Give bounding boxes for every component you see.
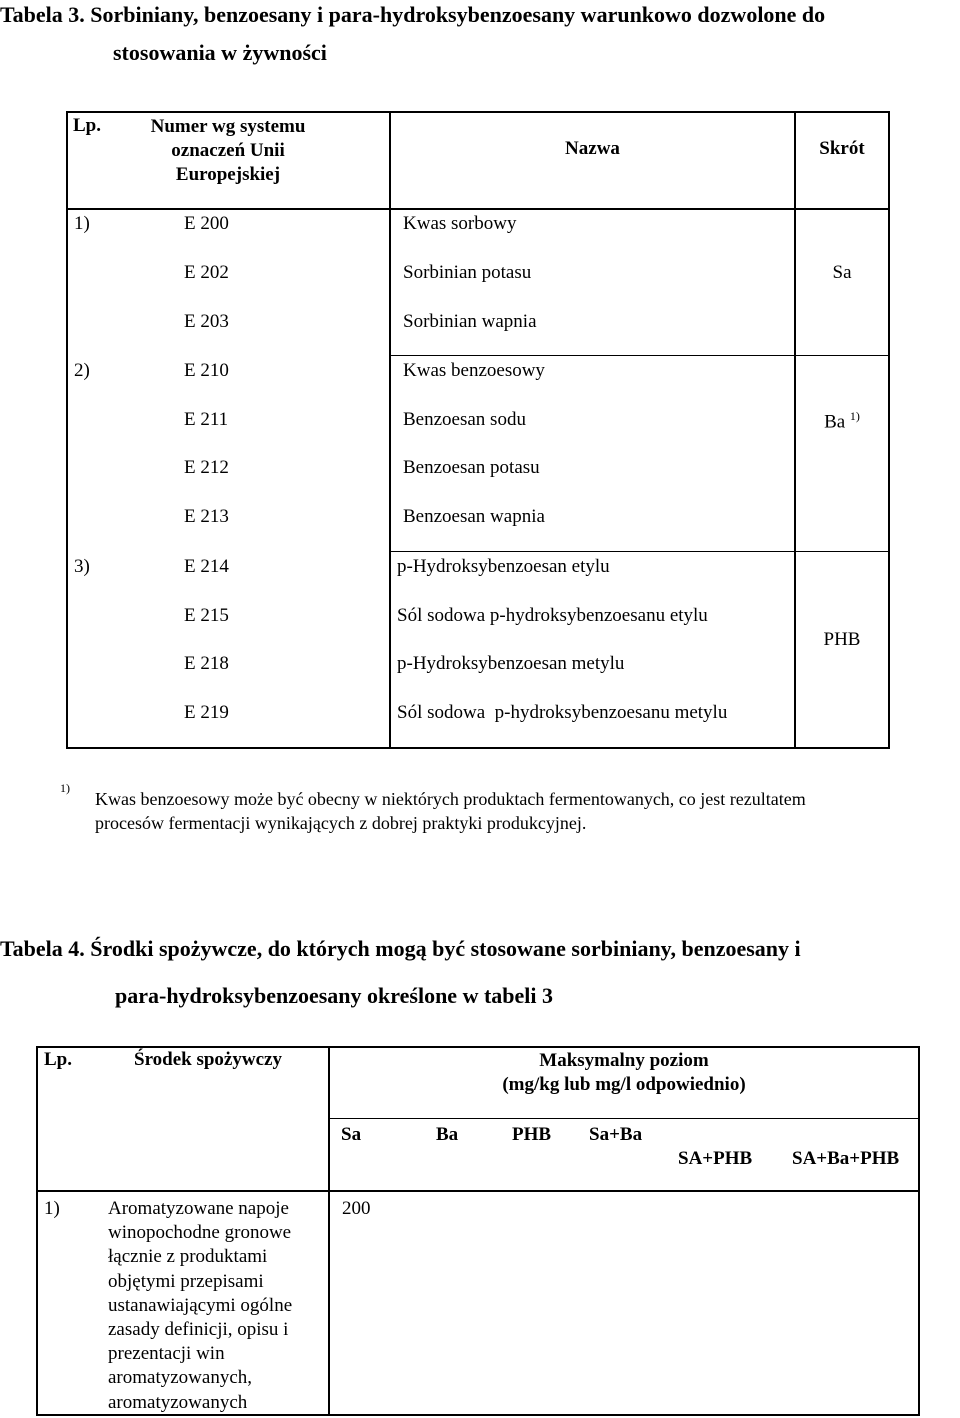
table4-header-maks: Maksymalny poziom (mg/kg lub mg/l odpowiednio) (502, 1050, 746, 1095)
table3-row-lp: 2) (74, 360, 90, 381)
table3-row-lp: 1) (74, 213, 90, 234)
table3-row-nazwa: Benzoesan sodu (403, 409, 526, 430)
table3-row-nazwa: Kwas sorbowy (403, 213, 517, 234)
table3-row-nazwa: Sól sodowa p-hydroksybenzoesanu etylu (397, 605, 708, 626)
table4-header-srodek: Środek spożywczy (134, 1049, 282, 1070)
table3-title-line2: stosowania w żywności (113, 40, 327, 65)
table4-header-lp: Lp. (44, 1049, 72, 1070)
skrot-sa: Sa (832, 262, 852, 283)
table3-row-numer: E 202 (184, 262, 229, 283)
subheader-sa-phb: SA+PHB (678, 1148, 753, 1169)
footnote-marker: 1) (60, 781, 70, 795)
table4-row-lp: 1) (44, 1198, 60, 1219)
footnote-line1: Kwas benzoesowy może być obecny w niektórych produktach fermentowanych, co jest rezultatem (95, 789, 806, 809)
subheader-ba: Ba (436, 1124, 459, 1145)
table4-row-sa-value: 200 (342, 1198, 371, 1219)
table3-header-nazwa: Nazwa (565, 138, 620, 159)
table3-row-numer: E 211 (184, 409, 229, 430)
subheader-sa: Sa (341, 1124, 362, 1145)
table3-row-nazwa: Benzoesan wapnia (403, 506, 545, 527)
skrot-phb: PHB (823, 629, 861, 650)
table3-header-lp: Lp. (73, 115, 101, 136)
table3-row-numer: E 214 (184, 556, 229, 577)
table3-row-nazwa: Sorbinian potasu (403, 262, 532, 283)
table3-row-numer: E 200 (184, 213, 229, 234)
table4-title-line1: Tabela 4. Środki spożywcze, do których mogą być stosowane sorbiniany, benzoesany i (0, 936, 801, 961)
table3-row-nazwa: Benzoesan potasu (403, 457, 540, 478)
table3-title-line1: Tabela 3. Sorbiniany, benzoesany i para-hydroksybenzoesany warunkowo dozwolone do (0, 2, 826, 27)
table3-row-numer: E 219 (184, 702, 229, 723)
table3-row-nazwa: p-Hydroksybenzoesan metylu (397, 653, 625, 674)
table3-header-skrot: Skrót (819, 138, 865, 159)
table3-row-numer: E 203 (184, 311, 229, 332)
footnote-line2: procesów fermentacji wynikających z dobrej praktyki produkcyjnej. (95, 813, 587, 833)
table3-row-nazwa: p-Hydroksybenzoesan etylu (397, 556, 610, 577)
table3-row-nazwa: Sól sodowa p-hydroksybenzoesanu metylu (397, 702, 728, 723)
subheader-sa-ba: Sa+Ba (589, 1124, 643, 1145)
table3-row-numer: E 213 (184, 506, 229, 527)
skrot-ba: Ba $^{1)}$ (824, 409, 860, 433)
table3-row-numer: E 210 (184, 360, 229, 381)
table3-row-numer: E 218 (184, 653, 229, 674)
table3-row-nazwa: Sorbinian wapnia (403, 311, 537, 332)
table4-title-line2: para-hydroksybenzoesany określone w tabeli 3 (115, 983, 554, 1008)
table3-row-numer: E 212 (184, 457, 229, 478)
footnote-ref: 1) (849, 409, 860, 423)
table3-row-nazwa: Kwas benzoesowy (403, 360, 545, 381)
table4-row-srodek: Aromatyzowane napoje winopochodne gronowe łącznie z produktami objętymi przepisami ustanawiającymi ogólne zasady definicji, opisu i prezentacji win aromatyzowanych, aromatyzowanych (108, 1198, 293, 1413)
subheader-phb: PHB (512, 1124, 552, 1145)
table3-header-numer: Numer wg systemu oznaczeń Unii Europejskiej (150, 116, 306, 185)
subheader-sa-ba-phb: SA+Ba+PHB (792, 1148, 900, 1169)
table3-row-numer: E 215 (184, 605, 229, 626)
table3-row-lp: 3) (74, 556, 90, 577)
